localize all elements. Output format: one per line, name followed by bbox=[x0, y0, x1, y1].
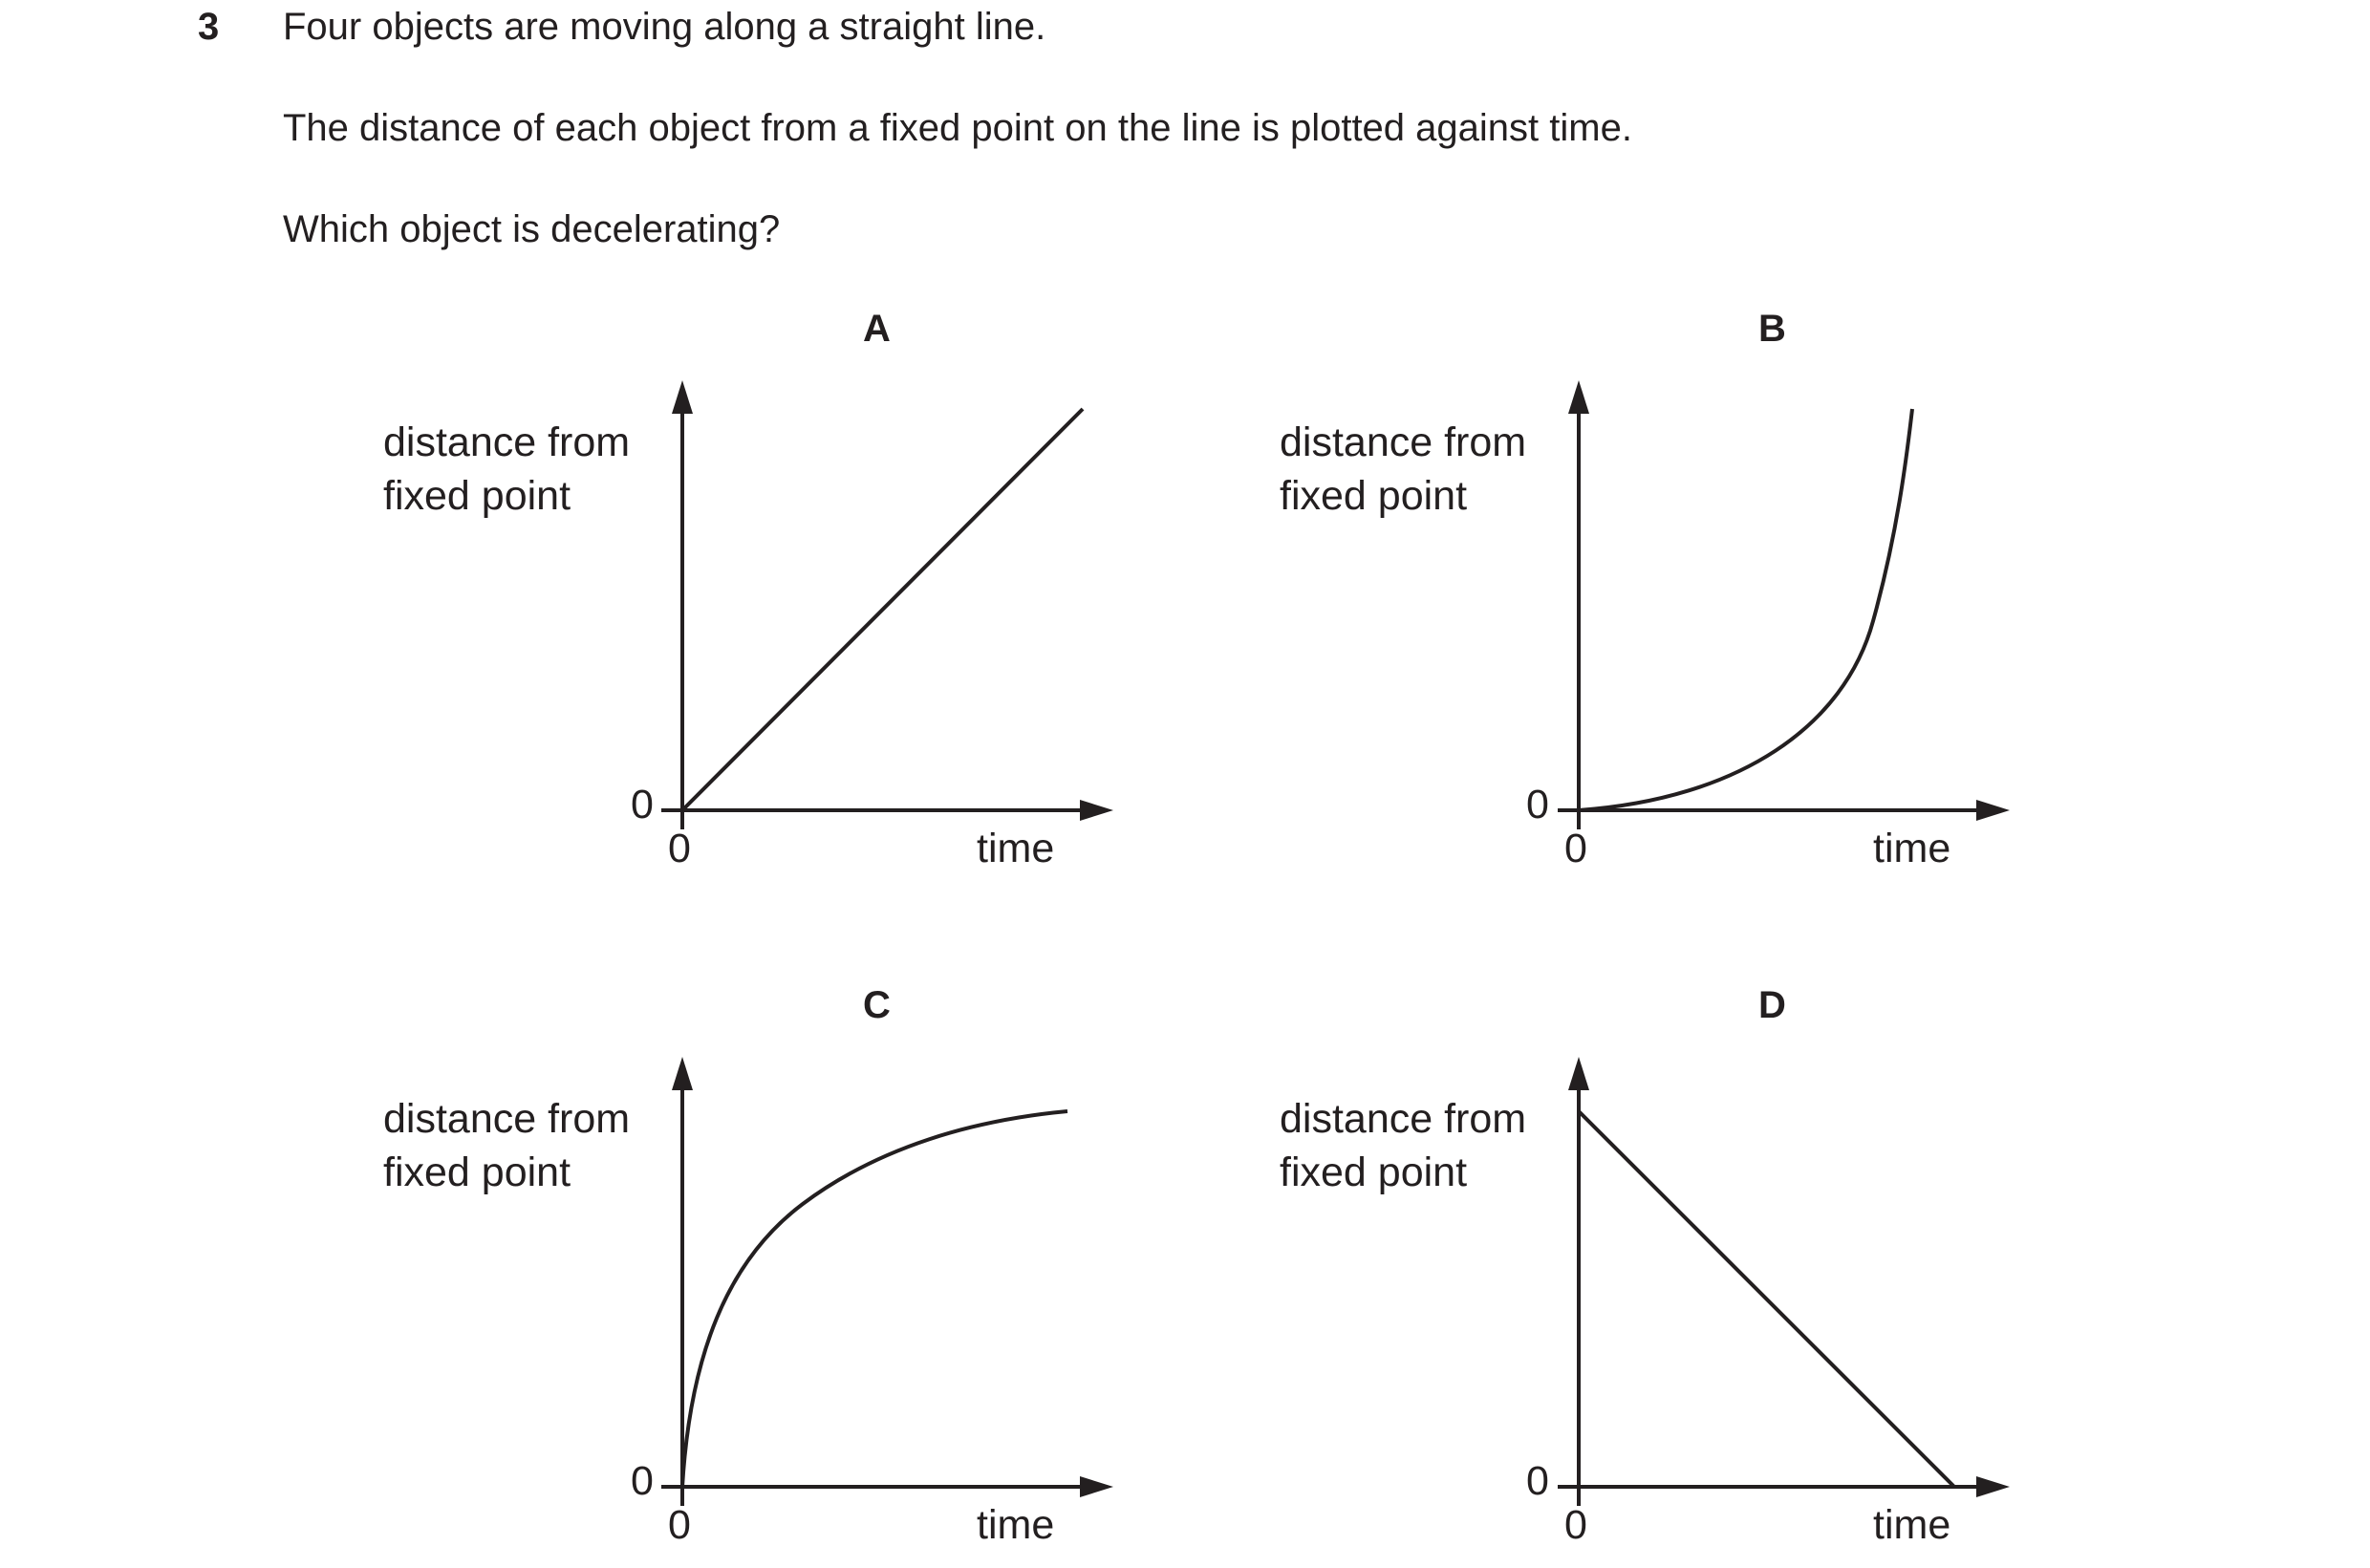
x-zero-tick-label: 0 bbox=[1564, 826, 1587, 871]
y-zero-tick-label: 0 bbox=[1526, 1458, 1549, 1504]
graph-b-axes bbox=[1558, 401, 1986, 829]
y-axis-label: distance from fixed point bbox=[1280, 419, 1527, 519]
x-axis-arrow bbox=[1976, 800, 2010, 821]
x-axis-label: time bbox=[1873, 826, 1951, 871]
y-zero-tick-label: 0 bbox=[1526, 782, 1549, 827]
x-axis-label: time bbox=[977, 826, 1055, 871]
graph-label: C bbox=[863, 984, 891, 1026]
graph-c-axes bbox=[661, 1078, 1089, 1506]
x-axis-label: time bbox=[977, 1502, 1055, 1548]
y-axis-arrow bbox=[672, 380, 693, 414]
x-axis-label: time bbox=[1873, 1502, 1951, 1548]
graph-a-line bbox=[682, 409, 1083, 810]
x-zero-tick-label: 0 bbox=[668, 826, 691, 871]
question-line-1: Four objects are moving along a straight line. bbox=[283, 6, 1046, 48]
graph-label: B bbox=[1758, 308, 1786, 350]
y-axis-label: distance from fixed point bbox=[383, 1096, 631, 1195]
question-line-3: Which object is decelerating? bbox=[283, 208, 781, 250]
x-axis-arrow bbox=[1080, 1476, 1113, 1497]
y-axis-arrow bbox=[672, 1057, 693, 1090]
y-axis-label: distance from fixed point bbox=[1280, 1096, 1527, 1195]
y-zero-tick-label: 0 bbox=[631, 782, 654, 827]
x-axis-arrow bbox=[1080, 800, 1113, 821]
question-line-2: The distance of each object from a fixed point on the line is plotted against time. bbox=[283, 107, 1632, 149]
graph-c-curve bbox=[682, 1111, 1067, 1487]
y-axis-arrow bbox=[1568, 380, 1589, 414]
y-axis-arrow bbox=[1568, 1057, 1589, 1090]
y-zero-tick-label: 0 bbox=[631, 1458, 654, 1504]
x-axis-arrow bbox=[1976, 1476, 2010, 1497]
question-number: 3 bbox=[198, 6, 220, 48]
graph-label: D bbox=[1758, 984, 1786, 1026]
x-zero-tick-label: 0 bbox=[1564, 1502, 1587, 1548]
x-zero-tick-label: 0 bbox=[668, 1502, 691, 1548]
graph-d-line bbox=[1579, 1111, 1954, 1487]
y-axis-label: distance from fixed point bbox=[383, 419, 631, 519]
graph-b-curve bbox=[1579, 409, 1912, 810]
graph-d-axes bbox=[1558, 1078, 1986, 1506]
graph-label: A bbox=[863, 308, 891, 350]
